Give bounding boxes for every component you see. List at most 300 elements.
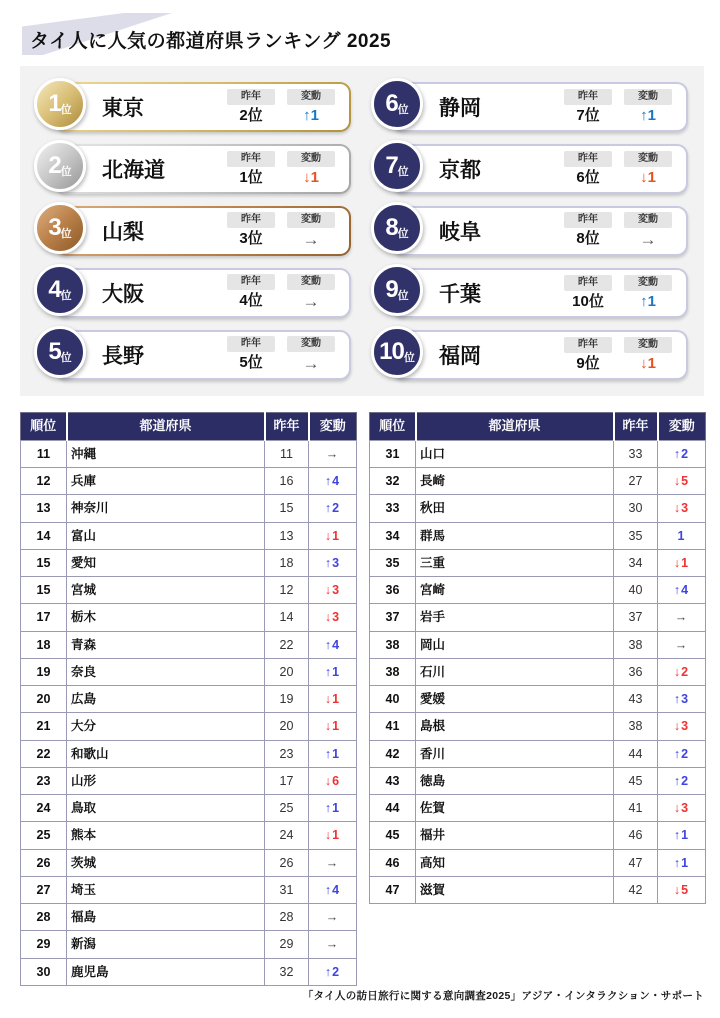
prefecture-cell: 茨城 bbox=[67, 849, 265, 876]
change-stat bbox=[287, 336, 335, 374]
card-stats bbox=[227, 89, 335, 125]
page-header bbox=[0, 0, 720, 66]
rank-cell: 29 bbox=[21, 931, 67, 958]
change-stat bbox=[287, 212, 335, 250]
rank-cell: 12 bbox=[21, 468, 67, 495]
change-label: 変動 bbox=[624, 337, 672, 353]
last-year-cell: 22 bbox=[265, 631, 309, 658]
change-arrow-value: ↑1 bbox=[640, 107, 656, 124]
last-year-cell: 47 bbox=[614, 849, 658, 876]
prefecture-column-header: 都道府県 bbox=[416, 413, 614, 441]
card-stats bbox=[564, 337, 672, 373]
last-year-cell: 31 bbox=[265, 876, 309, 903]
change-label: 変動 bbox=[624, 89, 672, 105]
rank-number: 10 bbox=[379, 338, 404, 365]
rank-cell: 46 bbox=[370, 849, 416, 876]
ranking-card bbox=[385, 268, 688, 318]
card-stats bbox=[564, 151, 672, 187]
last-year-cell: 15 bbox=[265, 495, 309, 522]
last-year-cell: 38 bbox=[614, 631, 658, 658]
prefecture-name: 北海道 bbox=[102, 159, 165, 182]
prefecture-cell: 愛媛 bbox=[416, 686, 614, 713]
rank-badge bbox=[34, 202, 86, 254]
change-cell: ↑4 bbox=[309, 468, 357, 495]
change-stat bbox=[287, 274, 335, 312]
rank-cell: 30 bbox=[21, 958, 67, 985]
change-label: 変動 bbox=[287, 336, 335, 352]
rank-cell: 31 bbox=[370, 440, 416, 467]
table-row bbox=[21, 931, 357, 958]
ranking-card-body bbox=[48, 270, 349, 316]
table-row bbox=[370, 577, 706, 604]
last-year-cell: 44 bbox=[614, 740, 658, 767]
change-cell: ↑3 bbox=[658, 686, 706, 713]
prefecture-cell: 島根 bbox=[416, 713, 614, 740]
change-cell: ↑4 bbox=[658, 577, 706, 604]
last-year-stat bbox=[227, 336, 275, 374]
card-stats bbox=[564, 89, 672, 125]
last-year-cell: 40 bbox=[614, 577, 658, 604]
prefecture-name: 岐阜 bbox=[439, 221, 481, 244]
prefecture-cell: 福井 bbox=[416, 822, 614, 849]
ranking-card bbox=[48, 330, 351, 380]
table-row bbox=[21, 958, 357, 985]
rank-column-header: 順位 bbox=[370, 413, 416, 441]
last-year-cell: 17 bbox=[265, 767, 309, 794]
last-year-cell: 32 bbox=[265, 958, 309, 985]
rank-badge bbox=[371, 78, 423, 130]
last-year-label: 昨年 bbox=[227, 89, 275, 105]
last-year-cell: 42 bbox=[614, 876, 658, 903]
rank-suffix: 位 bbox=[60, 165, 72, 178]
last-year-cell: 26 bbox=[265, 849, 309, 876]
rank-badge bbox=[34, 264, 86, 316]
last-year-value: 8位 bbox=[576, 229, 600, 247]
prefecture-cell: 香川 bbox=[416, 740, 614, 767]
prefecture-cell: 鳥取 bbox=[67, 795, 265, 822]
change-label: 変動 bbox=[287, 212, 335, 228]
last-year-stat bbox=[227, 212, 275, 250]
change-cell: → bbox=[658, 631, 706, 658]
rank-cell: 35 bbox=[370, 549, 416, 576]
last-year-label: 昨年 bbox=[564, 151, 612, 167]
change-arrow-value: ↑1 bbox=[640, 293, 656, 310]
rank-cell: 26 bbox=[21, 849, 67, 876]
table-row bbox=[370, 740, 706, 767]
rank-suffix: 位 bbox=[397, 165, 409, 178]
prefecture-cell: 佐賀 bbox=[416, 795, 614, 822]
change-cell: ↓1 bbox=[658, 549, 706, 576]
prefecture-cell: 富山 bbox=[67, 522, 265, 549]
rank-cell: 36 bbox=[370, 577, 416, 604]
prefecture-cell: 広島 bbox=[67, 686, 265, 713]
change-arrow-value: ↓1 bbox=[640, 169, 656, 186]
last-year-column-header: 昨年 bbox=[614, 413, 658, 441]
rank-cell: 18 bbox=[21, 631, 67, 658]
rank-cell: 19 bbox=[21, 658, 67, 685]
change-cell: ↑1 bbox=[309, 795, 357, 822]
change-cell: ↓3 bbox=[658, 795, 706, 822]
last-year-value: 4位 bbox=[239, 291, 263, 309]
prefecture-cell: 大分 bbox=[67, 713, 265, 740]
prefecture-cell: 和歌山 bbox=[67, 740, 265, 767]
table-row bbox=[370, 876, 706, 903]
card-stats bbox=[227, 336, 335, 374]
table-row bbox=[370, 604, 706, 631]
last-year-label: 昨年 bbox=[564, 275, 612, 291]
change-cell: ↑1 bbox=[309, 740, 357, 767]
change-cell: ↓3 bbox=[658, 713, 706, 740]
rank-badge bbox=[371, 202, 423, 254]
last-year-cell: 20 bbox=[265, 658, 309, 685]
last-year-label: 昨年 bbox=[564, 89, 612, 105]
prefecture-cell: 奈良 bbox=[67, 658, 265, 685]
last-year-cell: 24 bbox=[265, 822, 309, 849]
table-row bbox=[370, 658, 706, 685]
change-cell: ↓5 bbox=[658, 468, 706, 495]
table-header-row bbox=[21, 413, 357, 441]
prefecture-cell: 石川 bbox=[416, 658, 614, 685]
last-year-column-header: 昨年 bbox=[265, 413, 309, 441]
prefecture-name: 大阪 bbox=[102, 283, 144, 306]
table-row bbox=[370, 440, 706, 467]
change-column-header: 変動 bbox=[309, 413, 357, 441]
last-year-stat bbox=[227, 274, 275, 312]
change-label: 変動 bbox=[624, 151, 672, 167]
ranking-card bbox=[48, 206, 351, 256]
change-cell: → bbox=[309, 904, 357, 931]
last-year-label: 昨年 bbox=[227, 336, 275, 352]
prefecture-cell: 宮崎 bbox=[416, 577, 614, 604]
last-year-stat bbox=[564, 212, 612, 250]
rank-cell: 40 bbox=[370, 686, 416, 713]
rank-column-header: 順位 bbox=[21, 413, 67, 441]
last-year-cell: 38 bbox=[614, 713, 658, 740]
table-row bbox=[370, 849, 706, 876]
table-row bbox=[21, 577, 357, 604]
prefecture-cell: 宮城 bbox=[67, 577, 265, 604]
last-year-label: 昨年 bbox=[227, 274, 275, 290]
last-year-cell: 18 bbox=[265, 549, 309, 576]
rank-cell: 11 bbox=[21, 440, 67, 467]
table-row bbox=[21, 522, 357, 549]
last-year-cell: 36 bbox=[614, 658, 658, 685]
change-cell: ↑2 bbox=[309, 495, 357, 522]
table-row bbox=[21, 822, 357, 849]
table-row bbox=[21, 713, 357, 740]
last-year-cell: 20 bbox=[265, 713, 309, 740]
change-cell: 1 bbox=[658, 522, 706, 549]
rank-badge bbox=[371, 326, 423, 378]
change-stat bbox=[624, 275, 672, 311]
last-year-cell: 27 bbox=[614, 468, 658, 495]
rank-suffix: 位 bbox=[60, 289, 72, 302]
rank-cell: 14 bbox=[21, 522, 67, 549]
prefecture-cell: 岩手 bbox=[416, 604, 614, 631]
prefecture-cell: 新潟 bbox=[67, 931, 265, 958]
table-row bbox=[21, 631, 357, 658]
change-stat bbox=[624, 151, 672, 187]
prefecture-column-header: 都道府県 bbox=[67, 413, 265, 441]
rank-suffix: 位 bbox=[397, 103, 409, 116]
last-year-cell: 30 bbox=[614, 495, 658, 522]
last-year-cell: 33 bbox=[614, 440, 658, 467]
ranking-card-body bbox=[385, 146, 686, 192]
table-row bbox=[21, 658, 357, 685]
prefecture-cell: 群馬 bbox=[416, 522, 614, 549]
last-year-cell: 23 bbox=[265, 740, 309, 767]
change-arrow-value: → bbox=[302, 353, 320, 373]
change-cell: ↓1 bbox=[309, 522, 357, 549]
change-arrow-value: → bbox=[639, 229, 657, 249]
change-cell: ↑2 bbox=[309, 958, 357, 985]
prefecture-cell: 三重 bbox=[416, 549, 614, 576]
rank-cell: 13 bbox=[21, 495, 67, 522]
last-year-cell: 11 bbox=[265, 440, 309, 467]
table-row bbox=[21, 904, 357, 931]
rank-cell: 15 bbox=[21, 577, 67, 604]
prefecture-cell: 兵庫 bbox=[67, 468, 265, 495]
change-cell: ↑2 bbox=[658, 440, 706, 467]
prefecture-name: 福岡 bbox=[439, 345, 481, 368]
ranking-card bbox=[385, 144, 688, 194]
prefecture-cell: 埼玉 bbox=[67, 876, 265, 903]
table-row bbox=[21, 849, 357, 876]
change-cell: → bbox=[309, 931, 357, 958]
rank-cell: 38 bbox=[370, 658, 416, 685]
ranking-card-body bbox=[48, 332, 349, 378]
rank-cell: 41 bbox=[370, 713, 416, 740]
rank-badge bbox=[34, 78, 86, 130]
change-arrow-value: → bbox=[302, 229, 320, 249]
rank-suffix: 位 bbox=[60, 351, 72, 364]
rank-cell: 37 bbox=[370, 604, 416, 631]
last-year-stat bbox=[564, 337, 612, 373]
change-arrow-value: ↓1 bbox=[640, 355, 656, 372]
rank-cell: 21 bbox=[21, 713, 67, 740]
table-row bbox=[21, 468, 357, 495]
ranking-table-11-30 bbox=[20, 412, 357, 986]
rank-number: 3 bbox=[48, 214, 61, 241]
prefecture-cell: 栃木 bbox=[67, 604, 265, 631]
rank-cell: 38 bbox=[370, 631, 416, 658]
card-stats bbox=[564, 275, 672, 311]
change-cell: ↓1 bbox=[309, 713, 357, 740]
last-year-cell: 41 bbox=[614, 795, 658, 822]
prefecture-cell: 徳島 bbox=[416, 767, 614, 794]
last-year-cell: 14 bbox=[265, 604, 309, 631]
ranking-card-body bbox=[48, 208, 349, 254]
ranking-card bbox=[48, 82, 351, 132]
last-year-stat bbox=[564, 151, 612, 187]
rank-cell: 24 bbox=[21, 795, 67, 822]
last-year-label: 昨年 bbox=[564, 337, 612, 353]
prefecture-cell: 福島 bbox=[67, 904, 265, 931]
last-year-value: 3位 bbox=[239, 229, 263, 247]
prefecture-cell: 秋田 bbox=[416, 495, 614, 522]
top10-column-right bbox=[373, 82, 688, 380]
prefecture-cell: 長崎 bbox=[416, 468, 614, 495]
change-label: 変動 bbox=[624, 212, 672, 228]
prefecture-cell: 熊本 bbox=[67, 822, 265, 849]
change-stat bbox=[624, 337, 672, 373]
rank-number: 9 bbox=[385, 276, 398, 303]
ranking-tables bbox=[20, 412, 700, 986]
card-stats bbox=[227, 274, 335, 312]
page-title: タイ人に人気の都道府県ランキング 2025 bbox=[30, 31, 392, 52]
rank-cell: 28 bbox=[21, 904, 67, 931]
table-row bbox=[370, 522, 706, 549]
table-row bbox=[21, 495, 357, 522]
table-row bbox=[370, 549, 706, 576]
table-row bbox=[370, 468, 706, 495]
rank-badge bbox=[34, 326, 86, 378]
prefecture-name: 長野 bbox=[102, 345, 144, 368]
change-cell: ↑4 bbox=[309, 631, 357, 658]
change-label: 変動 bbox=[624, 275, 672, 291]
change-cell: ↑1 bbox=[658, 822, 706, 849]
ranking-card-body bbox=[385, 270, 686, 316]
rank-cell: 32 bbox=[370, 468, 416, 495]
table-row bbox=[21, 686, 357, 713]
change-cell: ↓3 bbox=[309, 577, 357, 604]
top10-column-left bbox=[36, 82, 351, 380]
prefecture-cell: 滋賀 bbox=[416, 876, 614, 903]
change-cell: ↑4 bbox=[309, 876, 357, 903]
prefecture-name: 東京 bbox=[102, 97, 144, 120]
change-cell: ↓2 bbox=[658, 658, 706, 685]
last-year-value: 10位 bbox=[572, 293, 604, 310]
rank-number: 6 bbox=[385, 90, 398, 117]
rank-cell: 42 bbox=[370, 740, 416, 767]
rank-suffix: 位 bbox=[397, 227, 409, 240]
last-year-value: 7位 bbox=[576, 107, 600, 124]
last-year-cell: 46 bbox=[614, 822, 658, 849]
prefecture-cell: 鹿児島 bbox=[67, 958, 265, 985]
last-year-value: 9位 bbox=[576, 355, 600, 372]
last-year-value: 6位 bbox=[576, 169, 600, 186]
ranking-card-body bbox=[379, 332, 686, 378]
change-cell: ↓1 bbox=[309, 686, 357, 713]
prefecture-name: 山梨 bbox=[102, 221, 144, 244]
last-year-cell: 45 bbox=[614, 767, 658, 794]
rank-cell: 34 bbox=[370, 522, 416, 549]
last-year-cell: 35 bbox=[614, 522, 658, 549]
rank-cell: 22 bbox=[21, 740, 67, 767]
rank-cell: 43 bbox=[370, 767, 416, 794]
rank-badge bbox=[34, 140, 86, 192]
card-stats bbox=[564, 212, 672, 250]
change-cell: ↑1 bbox=[309, 658, 357, 685]
rank-cell: 25 bbox=[21, 822, 67, 849]
change-stat bbox=[624, 212, 672, 250]
rank-cell: 23 bbox=[21, 767, 67, 794]
rank-suffix: 位 bbox=[397, 289, 409, 302]
last-year-cell: 25 bbox=[265, 795, 309, 822]
change-cell: ↑2 bbox=[658, 767, 706, 794]
change-cell: ↓3 bbox=[658, 495, 706, 522]
table-row bbox=[21, 440, 357, 467]
last-year-stat bbox=[564, 275, 612, 311]
change-cell: ↑2 bbox=[658, 740, 706, 767]
ranking-table-31-47 bbox=[369, 412, 706, 904]
change-cell: → bbox=[658, 604, 706, 631]
change-stat bbox=[287, 151, 335, 187]
rank-number: 1 bbox=[48, 90, 61, 117]
prefecture-cell: 高知 bbox=[416, 849, 614, 876]
last-year-value: 2位 bbox=[239, 107, 263, 124]
table-row bbox=[370, 495, 706, 522]
rank-cell: 15 bbox=[21, 549, 67, 576]
last-year-label: 昨年 bbox=[227, 151, 275, 167]
rank-cell: 45 bbox=[370, 822, 416, 849]
change-label: 変動 bbox=[287, 151, 335, 167]
prefecture-cell: 青森 bbox=[67, 631, 265, 658]
prefecture-cell: 岡山 bbox=[416, 631, 614, 658]
rank-cell: 27 bbox=[21, 876, 67, 903]
prefecture-cell: 神奈川 bbox=[67, 495, 265, 522]
rank-cell: 20 bbox=[21, 686, 67, 713]
ranking-card-body bbox=[48, 84, 349, 130]
ranking-card-body bbox=[385, 84, 686, 130]
change-stat bbox=[287, 89, 335, 125]
change-arrow-value: → bbox=[302, 291, 320, 311]
table-header-row bbox=[370, 413, 706, 441]
prefecture-name: 京都 bbox=[439, 159, 481, 182]
change-cell: ↑3 bbox=[309, 549, 357, 576]
last-year-cell: 12 bbox=[265, 577, 309, 604]
table-row bbox=[370, 713, 706, 740]
rank-badge bbox=[371, 140, 423, 192]
card-stats bbox=[227, 151, 335, 187]
rank-number: 7 bbox=[385, 152, 398, 179]
table-row bbox=[21, 604, 357, 631]
rank-cell: 17 bbox=[21, 604, 67, 631]
change-cell: ↓6 bbox=[309, 767, 357, 794]
last-year-stat bbox=[227, 89, 275, 125]
change-label: 変動 bbox=[287, 89, 335, 105]
rank-suffix: 位 bbox=[60, 227, 72, 240]
prefecture-cell: 愛知 bbox=[67, 549, 265, 576]
table-row bbox=[21, 876, 357, 903]
change-arrow-value: ↓1 bbox=[303, 169, 319, 186]
rank-number: 4 bbox=[48, 276, 61, 303]
last-year-value: 1位 bbox=[239, 169, 263, 186]
card-stats bbox=[227, 212, 335, 250]
last-year-cell: 28 bbox=[265, 904, 309, 931]
table-row bbox=[21, 740, 357, 767]
table-row bbox=[370, 822, 706, 849]
change-cell: ↓5 bbox=[658, 876, 706, 903]
table-row bbox=[370, 686, 706, 713]
last-year-cell: 34 bbox=[614, 549, 658, 576]
last-year-cell: 43 bbox=[614, 686, 658, 713]
rank-cell: 47 bbox=[370, 876, 416, 903]
rank-number: 8 bbox=[385, 214, 398, 241]
last-year-cell: 19 bbox=[265, 686, 309, 713]
ranking-card bbox=[385, 206, 688, 256]
prefecture-cell: 沖縄 bbox=[67, 440, 265, 467]
change-column-header: 変動 bbox=[658, 413, 706, 441]
ranking-card-body bbox=[385, 208, 686, 254]
rank-cell: 33 bbox=[370, 495, 416, 522]
change-cell: ↓3 bbox=[309, 604, 357, 631]
change-cell: → bbox=[309, 440, 357, 467]
source-citation: 「タイ人の訪日旅行に関する意向調査2025」アジア・インタラクション・サポート bbox=[302, 990, 704, 1002]
last-year-cell: 16 bbox=[265, 468, 309, 495]
prefecture-cell: 山口 bbox=[416, 440, 614, 467]
change-label: 変動 bbox=[287, 274, 335, 290]
